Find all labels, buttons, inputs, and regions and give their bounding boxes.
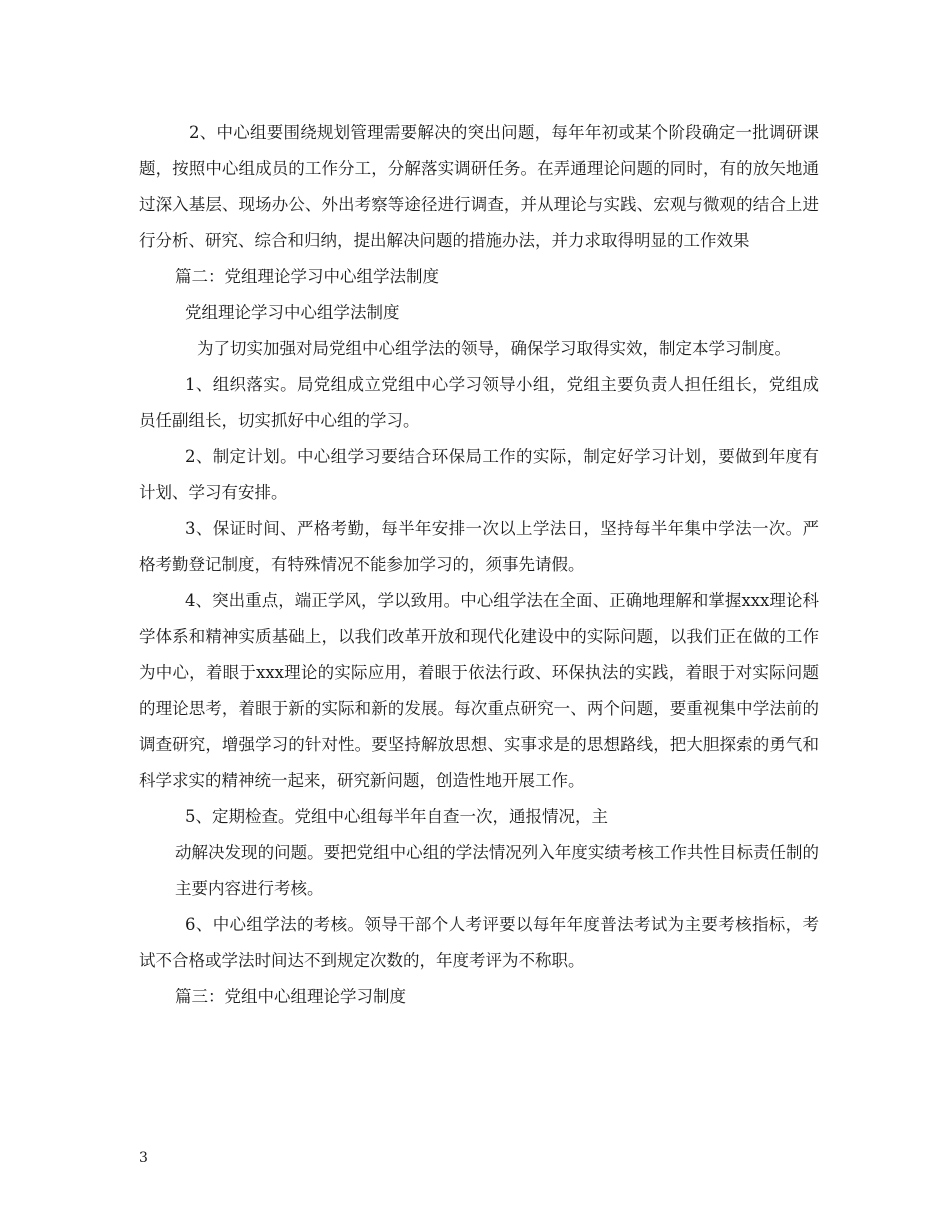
paragraph: 2、制定计划。中心组学习要结合环保局工作的实际，制定好学习计划，要做到年度有计划、学习有安排。 (139, 447, 819, 502)
paragraph: 6、中心组学法的考核。领导干部个人考评要以每年年度普法考试为主要考核指标，考试不合格或学法时间达不到规定次数的，年度考评为不称职。 (139, 915, 819, 970)
paragraph: 动解决发现的问题。要把党组中心组的学法情况列入年度实绩考核工作共性目标责任制的主要内容进行考核。 (175, 843, 819, 898)
paragraph: 4、突出重点，端正学风，学以致用。中心组学法在全面、正确地理解和掌握xxx理论科学体系和精神实质基础上，以我们改革开放和现代化建设中的实际问题，以我们正在做的工作为中心，着眼于xxx理论的实际应用，着眼于依法行政、环保执法的实践，着眼于对实际问题的理论思考，着眼于新的实际和新的发展。每次重点研究一、两个问题，要重视集中学法前的调查研究，增强学习的针对性。要坚持解放思想、实事求是的思想路线，把大胆探索的勇气和科学求实的精神统一起来，研究新问题，创造性地开展工作。 (139, 591, 819, 790)
paragraph: 1、组织落实。局党组成立党组中心学习领导小组，党组主要负责人担任组长，党组成员任副组长，切实抓好中心组的学习。 (139, 375, 819, 430)
paragraph: 5、定期检查。党组中心组每半年自查一次，通报情况，主 (185, 807, 608, 826)
document-body (139, 115, 819, 1015)
paragraph: 篇二：党组理论学习中心组学法制度 (175, 267, 439, 286)
paragraph: 2、中心组要围绕规划管理需要解决的突出问题，每年年初或某个阶段确定一批调研课题，按照中心组成员的工作分工，分解落实调研任务。在弄通理论问题的同时，有的放矢地通过深入基层、现场办公、外出考察等途径进行调查，并从理论与实践、宏观与微观的结合上进行分析、研究、综合和归纳，提出解决问题的措施办法，并力求取得明显的工作效果 (139, 123, 819, 250)
paragraph: 党组理论学习中心组学法制度 (185, 303, 400, 322)
paragraph: 为了切实加强对局党组中心组学法的领导，确保学习取得实效，制定本学习制度。 (197, 339, 791, 358)
paragraph: 篇三：党组中心组理论学习制度 (175, 987, 406, 1006)
paragraph: 3、保证时间、严格考勤，每半年安排一次以上学法日，坚持每半年集中学法一次。严格考勤登记制度，有特殊情况不能参加学习的，须事先请假。 (139, 519, 819, 574)
page-number: 3 (139, 1150, 148, 1166)
